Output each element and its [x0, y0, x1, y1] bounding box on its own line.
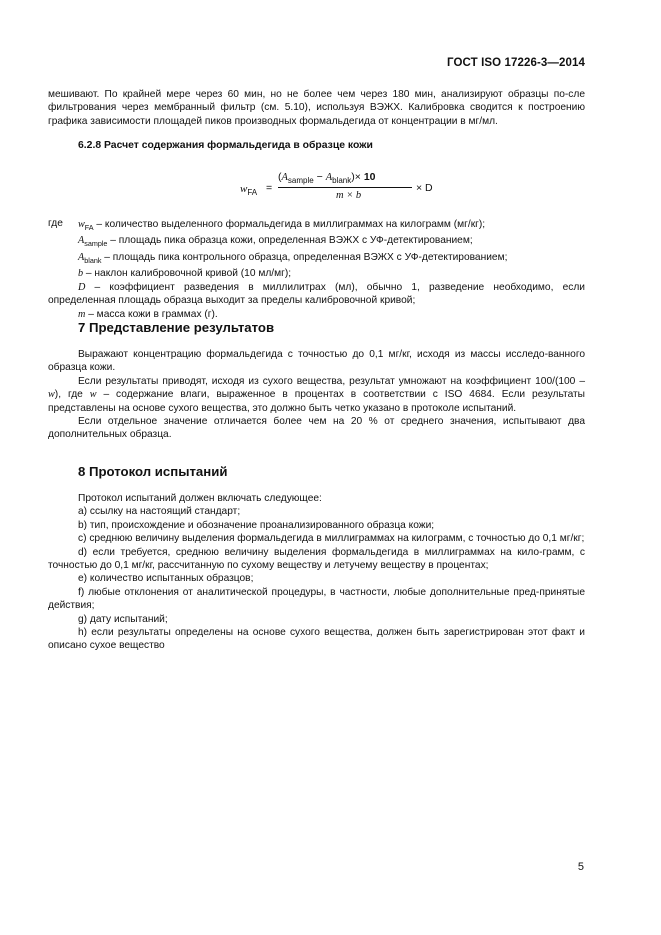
section-7-paragraph-3: Если отдельное значение отличается более чем на 20 % от среднего значения, испытывают два дополнительных образца.: [48, 416, 585, 441]
formula-a-sample-sub: sample: [287, 176, 314, 186]
section-7-paragraph-2: [48, 375, 585, 415]
formula-factor: 10: [363, 171, 376, 183]
definition-text: – наклон калибровочной кривой (10 мл/мг);: [83, 268, 292, 280]
formula-minus: −: [316, 171, 323, 183]
definition-row: [48, 267, 585, 280]
section-7-p2-part-a: Если результаты приводят, исходя из сухого вещества, результат умножают на коэффициент 100/(100 –: [78, 375, 585, 387]
formula-lhs: [240, 183, 257, 197]
formula-lhs-symbol: w: [240, 183, 248, 195]
definition-text: – масса кожи в граммах (г).: [85, 308, 218, 320]
definition-symbol: A: [78, 251, 85, 263]
definition-row: [48, 251, 585, 267]
formula-a-symbol-2: A: [325, 172, 333, 183]
formula-numerator: [278, 171, 376, 185]
definition-row: [48, 218, 585, 234]
formula-tail: × D: [416, 182, 433, 194]
section-8-title: 8 Протокол испытаний: [78, 464, 228, 479]
intro-text: мешивают. По крайней мере через 60 мин, но не более чем через 180 мин, анализируют образцы по-сле фильтрования через мембранный фильтр (см. 5.10), используя ВЭЖХ. Калибровка сводится к построению графика зависимости площадей пиков производных формальдегида от концентрации в мг/мл.: [48, 89, 585, 127]
where-label: где: [48, 218, 63, 229]
section-7-p2-part-b: ), где: [54, 389, 90, 401]
definition-row: [48, 308, 585, 321]
section-8-item: c) среднюю величину выделения формальдегида в миллиграммах на килограмм, с точностью до 0,1 мг/кг;: [78, 533, 585, 545]
document-header-id: ГОСТ ISO 17226-3—2014: [447, 57, 585, 69]
section-6-2-8-title: 6.2.8 Расчет содержания формальдегида в образце кожи: [78, 140, 373, 151]
formula-fraction-bar: [278, 187, 412, 188]
formula-times: ×: [354, 171, 361, 183]
section-8-item: a) ссылку на настоящий стандарт;: [78, 506, 241, 518]
section-8-item: f) любые отклонения от аналитической процедуры, в частности, любые дополнительные пред-принятые действия;: [48, 586, 585, 612]
section-8-item: e) количество испытанных образцов;: [78, 573, 254, 585]
section-7-p2-part-c: – содержание влаги, выраженное в процентах в соответствии с ISO 4684. Если результаты представлены на основе сухого вещества, это должно быть четко указано в протоколе испытаний.: [48, 389, 585, 414]
page-number: 5: [577, 861, 584, 873]
definition-text: – количество выделенного формальдегида в миллиграммах на килограмм (мг/кг);: [93, 219, 486, 230]
formula: [240, 171, 460, 207]
formula-a-symbol: A: [281, 172, 288, 183]
section-8-item: d) если требуется, среднюю величину выделения формальдегида в миллиграммах на кило-грамм, с точностью до 0,1 мг/кг, рассчитанную по сухому веществу и летучему веществу в процентах;: [48, 546, 585, 572]
definition-text: – коэффициент разведения в миллилитрах (мл), обычно 1, разведение необходимо, если определенная площадь образца выходит за пределы калибровочной кривой;: [48, 281, 585, 307]
section-8-item: b) тип, происхождение и обозначение проанализированного образца кожи;: [78, 519, 435, 531]
definition-text: – площадь пика образца кожи, определенная ВЭЖХ с УФ-детектированием;: [107, 235, 473, 247]
section-7-p2-w: w: [48, 389, 55, 401]
section-8-body: [48, 492, 585, 653]
section-8-intro: Протокол испытаний должен включать следующее:: [78, 493, 322, 504]
formula-lhs-sub: FA: [247, 188, 258, 198]
definitions-list: [48, 218, 585, 321]
definition-row: [48, 281, 585, 308]
definition-text: – площадь пика контрольного образца, определенная ВЭЖХ с УФ-детектированием;: [101, 251, 508, 263]
formula-open-paren: (: [278, 171, 282, 183]
section-8-item: h) если результаты определены на основе сухого вещества, должен быть зарегистрирован этот факт и описано сухое вещество: [48, 627, 585, 652]
section-7-paragraph-1: Выражают концентрацию формальдегида с точностью до 0,1 мг/кг, исходя из массы исследо-ванного образца кожи.: [48, 349, 585, 374]
section-7-p2-w-2: w: [89, 389, 97, 401]
intro-paragraph: [48, 88, 585, 128]
section-7-body: [48, 348, 585, 442]
formula-a-blank-sub: blank: [332, 176, 352, 186]
definition-symbol: w: [78, 219, 85, 230]
definition-sub: blank: [84, 255, 102, 265]
definition-row: [48, 234, 585, 250]
section-8-item: g) дату испытаний;: [78, 613, 168, 625]
definition-sub: FA: [84, 223, 94, 233]
definition-sub: sample: [84, 239, 108, 249]
formula-denominator: m × b: [336, 190, 362, 201]
section-7-title: 7 Представление результатов: [78, 320, 275, 335]
formula-close-paren: ): [351, 171, 355, 183]
formula-equals: =: [266, 182, 273, 194]
definition-symbol: A: [78, 235, 85, 247]
definition-symbol: m: [78, 308, 86, 320]
definition-symbol: b: [78, 268, 84, 280]
definition-symbol: D: [78, 281, 86, 293]
